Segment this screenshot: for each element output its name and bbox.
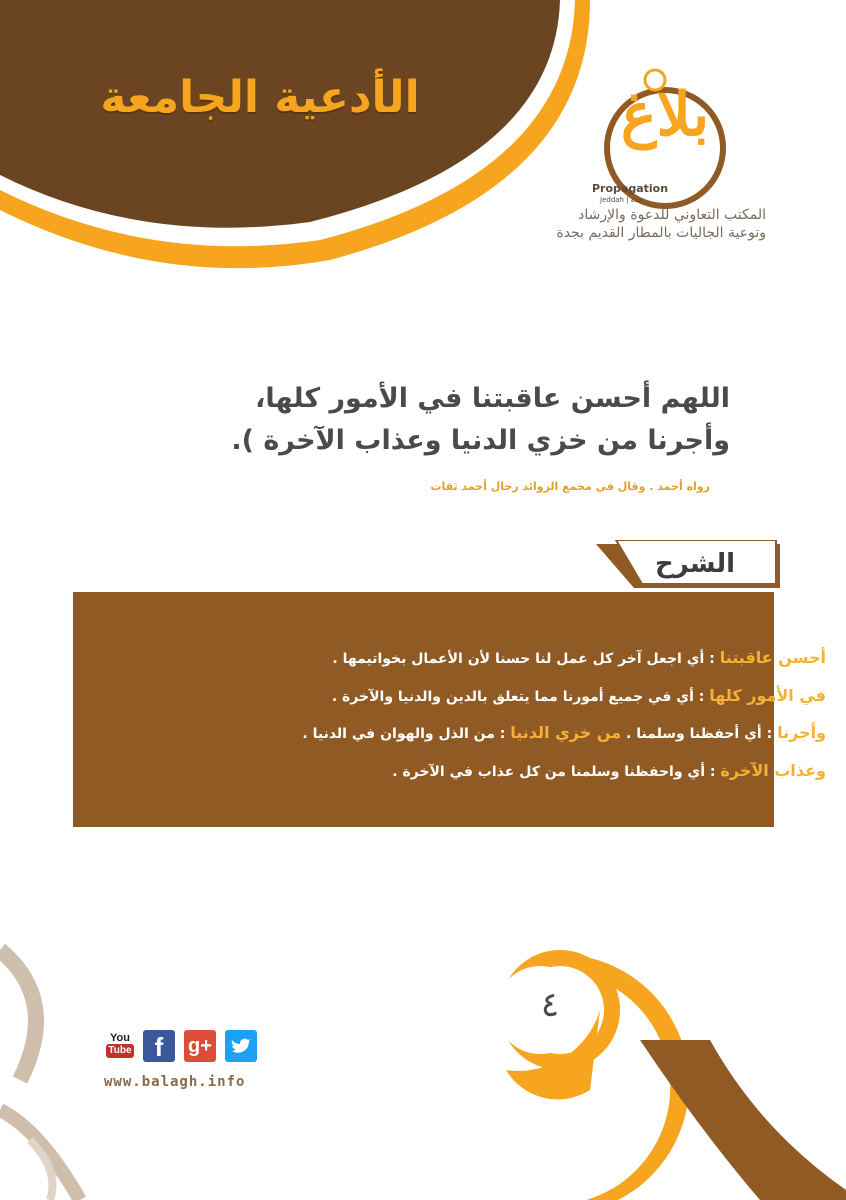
definition: أي في جميع أمورنا مما يتعلق بالدين والدنيا والآخرة . [331,689,694,705]
separator: : [705,764,721,780]
narration-source: رواه أحمد . وقال في مجمع الزوائد رجال أحمد ثقات [430,480,710,493]
twitter-icon[interactable] [225,1030,257,1062]
youtube-icon[interactable] [104,1030,136,1062]
logo-english-text: Propagation [592,182,669,195]
term: وأجرنا [777,723,826,742]
page-number: ٤ [540,985,560,1025]
dua-line-2: وأجرنا من خزي الدنيا وعذاب الآخرة ). [231,425,730,456]
facebook-icon[interactable] [143,1030,175,1062]
definition: من الذل والهوان في الدنيا . [302,726,495,742]
explanation-row [392,761,826,780]
explanation-row [332,686,826,705]
separator: : [704,651,720,667]
facebook-label: f [154,1032,164,1062]
term: أحسن عاقبتنا [719,648,826,667]
separator: : [693,689,710,705]
definition: أي اجعل آخر كل عمل لنا حسنا لأن الأعمال بخواتيمها . [332,651,705,667]
dua-text [90,378,730,462]
logo-city-text: Jeddah | جدة [600,196,643,204]
bottom-left-ornament [0,950,80,1200]
separator: : [494,726,511,742]
youtube-label-bottom: Tube [106,1044,134,1058]
org-name-line1: المكتب التعاوني للدعوة والإرشاد [578,207,766,223]
youtube-label-top: You [110,1032,130,1044]
google-plus-label: g+ [188,1035,212,1057]
term: وعذاب الآخرة [720,761,826,780]
header-title: الأدعية الجامعة [100,72,420,123]
google-plus-icon[interactable] [184,1030,216,1062]
separator: : [761,726,778,742]
explanation-row [332,648,826,667]
term: من خزي الدنيا [510,723,622,742]
org-name-line2: وتوعية الجاليات بالمطار القديم بجدة [556,225,766,241]
explanation-panel [73,592,774,827]
definition: أي واحفظنا وسلمنا من كل عذاب في الآخرة . [392,764,706,780]
definition: أي أحفظنا وسلمنا . [626,726,762,742]
website-link[interactable]: www.balagh.info [104,1074,246,1090]
twitter-bird-icon [225,1030,257,1062]
explanation-row [302,723,826,742]
sharh-heading: الشرح [654,549,736,579]
dua-line-1: اللهم أحسن عاقبتنا في الأمور كلها، [255,383,730,414]
logo-balagh: بلاغ [620,80,710,150]
term: في الأمور كلها [709,686,826,705]
